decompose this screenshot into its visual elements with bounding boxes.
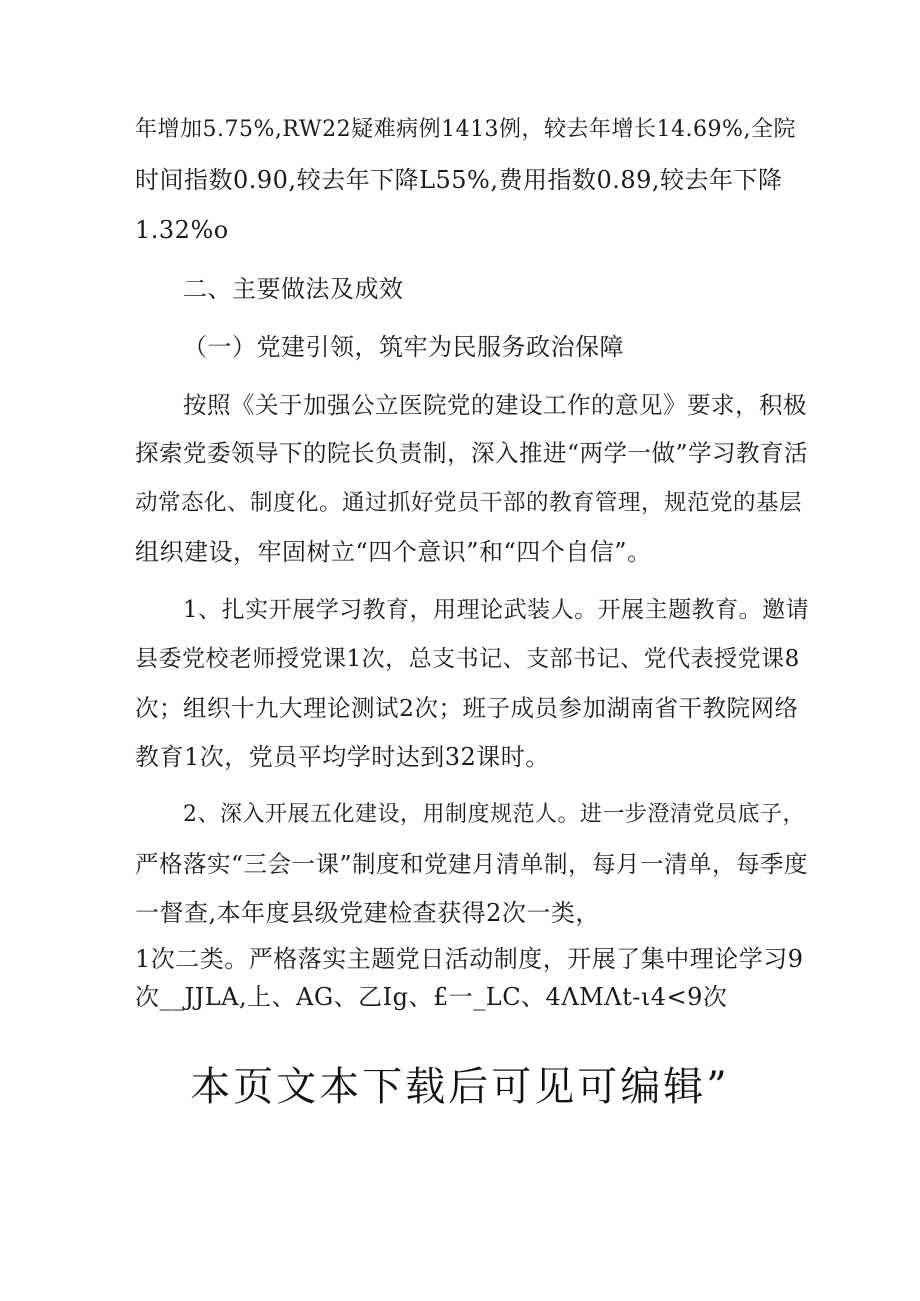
text-line: 教育1次，党员平均学时达到32课时。 [135,743,550,771]
text-line: 年增加5.75%,RW22疑难病例1413例，较去年增长14.69%,全院 [135,117,796,142]
text-line: 次；组织十九大理论测试2次；班子成员参加湖南省干教院网络 [135,694,799,722]
section-heading: 二、主要做法及成效 [183,275,404,303]
download-watermark: 本页文本下载后可见可编辑” [190,1064,730,1110]
text-line: 动常态化、制度化。通过抓好党员干部的教育管理，规范党的基层 [135,490,803,516]
text-line: 1、扎实开展学习教育，用理论武装人。开展主题教育。邀请 [183,597,810,623]
text-line: 时间指数0.90,较去年下降L55%,费用指数0.89,较去年下降 [135,166,783,194]
text-line: 组织建设，牢固树立“四个意识”和“四个自信”。 [135,538,652,566]
text-line: 1.32%o [135,216,229,244]
text-line: 1次二类。严格落实主题党日活动制度，开展了集中理论学习9 [135,945,804,973]
text-line: 按照《关于加强公立医院党的建设工作的意见》要求，积极 [183,391,807,419]
subsection-heading: （一）党建引领，筑牢为民服务政治保障 [183,333,624,361]
text-line: 严格落实“三会一课”制度和党建月清单制，每月一清单，每季度 [135,850,809,878]
text-line: 2、深入开展五化建设，用制度规范人。进一步澄清党员底子， [183,802,805,827]
text-line: 县委党校老师授党课1次，总支书记、支部书记、党代表授党课8 [135,646,800,672]
text-line: 一督查,本年度县级党建检查获得2次一类， [135,899,600,927]
text-line: 探索党委领导下的院长负责制，深入推进“两学一做”学习教育活 [135,439,809,467]
garbled-text-line: 次__JJLA,上、AG、乙Ig、£一_LC、4ΛMΛt-ι4<9次 [135,983,728,1011]
